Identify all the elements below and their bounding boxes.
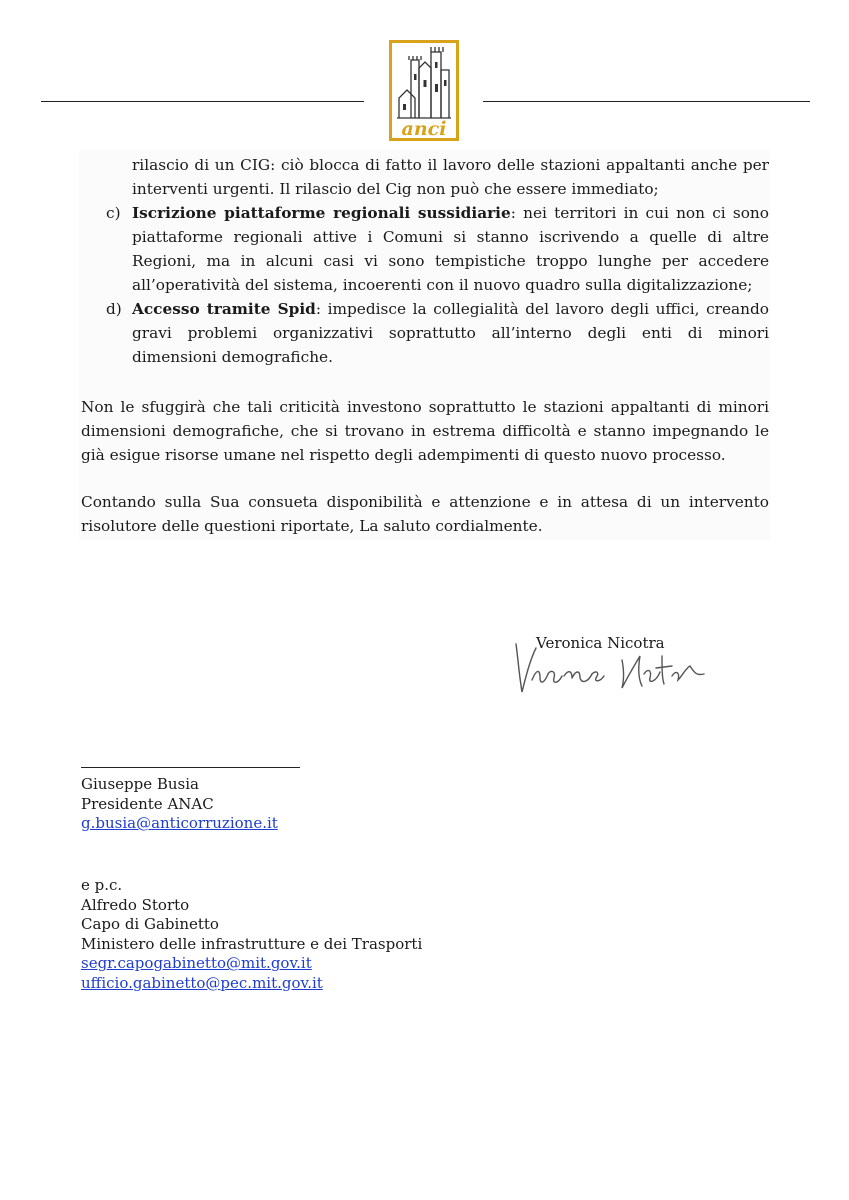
recipient-name: Giuseppe Busia (81, 775, 199, 793)
logo-text: anci (401, 118, 447, 140)
header-rule-left (41, 101, 364, 102)
recipient-block (81, 775, 278, 834)
list-item-title: Accesso tramite Spid (132, 300, 316, 318)
list-marker: d) (106, 300, 122, 318)
signatory-name: Veronica Nicotra (536, 634, 665, 652)
list-item-text: : nei territori in cui non ci sono piattaforme regionali attive i Comuni si stanno iscrivendo a quelle di altre Regioni, ma in alcuni casi vi sono tempistiche troppo lunghe per accedere all’operatività del sistema, incoerenti con il nuovo quadro sulla digitalizzazione; (132, 204, 769, 294)
cc-block (81, 876, 422, 994)
list-marker: c) (106, 204, 121, 222)
list-item (79, 297, 769, 369)
recipient-separator (81, 767, 300, 768)
list-item-title: Iscrizione piattaforme regionali sussidiarie (132, 204, 511, 222)
cc-email-link[interactable]: ufficio.gabinetto@pec.mit.gov.it (81, 973, 323, 992)
anci-logo (389, 40, 459, 141)
header-rule-right (483, 101, 810, 102)
recipient-email-link[interactable]: g.busia@anticorruzione.it (81, 814, 278, 833)
handwritten-signature (510, 630, 720, 702)
list-item-text: : impedisce la collegialità del lavoro degli uffici, creando gravi problemi organizzativi soprattutto all’interno degli enti di minori dimensioni demografiche. (132, 300, 769, 366)
cc-name: Alfredo Storto (81, 895, 190, 914)
cc-label: e p.c. (81, 876, 123, 894)
cc-organization: Ministero delle infrastrutture e dei Trasporti (81, 934, 423, 953)
recipient-role: Presidente ANAC (81, 794, 214, 813)
cc-role: Capo di Gabinetto (81, 915, 219, 934)
paragraph-closing: Contando sulla Sua consueta disponibilità e attenzione e in attesa di un intervento risolutore delle questioni riportate, La saluto cordialmente. (81, 493, 769, 535)
list-item (79, 201, 769, 297)
cc-email-link[interactable]: segr.capogabinetto@mit.gov.it (81, 954, 312, 973)
list-item (79, 153, 769, 201)
paragraph-criticality: Non le sfuggirà che tali criticità investono soprattutto le stazioni appaltanti di minori dimensioni demografiche, che si trovano in estrema difficoltà e stanno impegnando le già esigue risorse umane nel rispetto degli adempimenti di questo nuovo processo. (81, 398, 769, 464)
list-item-text: rilascio di un CIG: ciò blocca di fatto il lavoro delle stazioni appaltanti anche per interventi urgenti. Il rilascio del Cig non può che essere immediato; (132, 156, 769, 198)
criticality-list (79, 153, 769, 369)
